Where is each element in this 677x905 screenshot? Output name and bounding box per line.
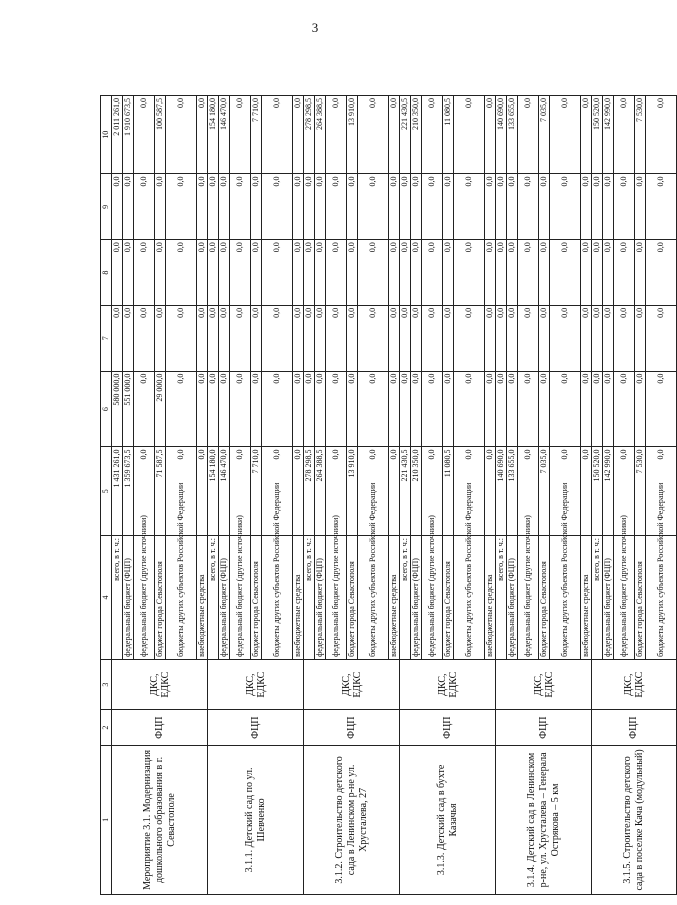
value-cell: 0,0 (112, 174, 123, 240)
value-cell: 0,0 (454, 371, 485, 447)
value-cell: 0,0 (411, 174, 422, 240)
value-cell: 0,0 (208, 305, 219, 371)
value-cell: 154 180,0 (208, 96, 219, 174)
activity-name: 3.1.1. Детский сад по ул. Шевченко (208, 745, 304, 894)
value-cell: 0,0 (134, 371, 155, 447)
value-cell: 0,0 (454, 96, 485, 174)
value-cell: 0,0 (389, 305, 400, 371)
value-cell: 7 710,0 (251, 447, 262, 535)
header-cell: 4 (101, 535, 112, 659)
value-cell: 133 655,0 (507, 96, 518, 174)
value-cell: 210 350,0 (411, 447, 422, 535)
funding-source: бюджет города Севастополя (347, 535, 358, 659)
value-cell: 0,0 (614, 96, 635, 174)
table-row (112, 96, 123, 895)
executor-cell: ДКС, ЕДКС (496, 659, 592, 710)
value-cell: 221 430,5 (400, 96, 411, 174)
value-cell: 0,0 (496, 240, 507, 306)
value-cell: 0,0 (443, 305, 454, 371)
value-cell: 0,0 (635, 371, 646, 447)
funding-source: бюджет города Севастополя (155, 535, 166, 659)
value-cell: 100 587,5 (155, 96, 166, 174)
value-cell: 0,0 (389, 96, 400, 174)
header-cell: 6 (101, 371, 112, 447)
value-cell: 150 520,0 (592, 96, 603, 174)
value-cell: 0,0 (134, 96, 155, 174)
value-cell: 0,0 (496, 371, 507, 447)
value-cell: 0,0 (646, 96, 677, 174)
value-cell: 0,0 (208, 174, 219, 240)
value-cell: 0,0 (454, 305, 485, 371)
activity-name: 3.1.4. Детский сад в Ленинском р-не, ул. Хрусталева – Генерала Острякова – 5 км (496, 745, 592, 894)
value-cell: 0,0 (315, 305, 326, 371)
value-cell: 0,0 (443, 174, 454, 240)
value-cell: 264 388,5 (315, 96, 326, 174)
value-cell: 142 990,0 (603, 447, 614, 535)
value-cell: 140 690,0 (496, 96, 507, 174)
value-cell: 142 990,0 (603, 96, 614, 174)
value-cell: 0,0 (518, 371, 539, 447)
value-cell: 0,0 (358, 447, 389, 535)
value-cell: 0,0 (581, 447, 592, 535)
funding-source: федеральный бюджет (другие источники) (614, 535, 635, 659)
header-cell: 9 (101, 174, 112, 240)
value-cell: 0,0 (358, 371, 389, 447)
value-cell: 0,0 (550, 447, 581, 535)
value-cell: 0,0 (123, 174, 134, 240)
value-cell: 0,0 (581, 174, 592, 240)
value-cell: 0,0 (614, 240, 635, 306)
table-row (400, 96, 411, 895)
header-cell: 10 (101, 96, 112, 174)
value-cell: 0,0 (112, 240, 123, 306)
value-cell: 0,0 (550, 371, 581, 447)
value-cell: 0,0 (304, 305, 315, 371)
funding-source: федеральный бюджет (ФЦП) (123, 535, 134, 659)
value-cell: 0,0 (304, 174, 315, 240)
value-cell: 0,0 (518, 447, 539, 535)
value-cell: 0,0 (411, 240, 422, 306)
funding-source: федеральный бюджет (другие источники) (134, 535, 155, 659)
value-cell: 0,0 (518, 174, 539, 240)
value-cell: 0,0 (550, 96, 581, 174)
value-cell: 71 587,5 (155, 447, 166, 535)
value-cell: 0,0 (443, 240, 454, 306)
header-cell: 7 (101, 305, 112, 371)
value-cell: 0,0 (550, 305, 581, 371)
value-cell: 0,0 (347, 174, 358, 240)
value-cell: 0,0 (539, 240, 550, 306)
value-cell: 154 180,0 (208, 447, 219, 535)
value-cell: 0,0 (262, 371, 293, 447)
value-cell: 146 470,0 (219, 96, 230, 174)
funding-source: федеральный бюджет (другие источники) (230, 535, 251, 659)
value-cell: 0,0 (197, 174, 208, 240)
value-cell: 0,0 (592, 371, 603, 447)
value-cell: 0,0 (539, 305, 550, 371)
value-cell: 0,0 (251, 240, 262, 306)
value-cell: 0,0 (443, 371, 454, 447)
value-cell: 0,0 (230, 305, 251, 371)
value-cell: 140 690,0 (496, 447, 507, 535)
funding-source: бюджет города Севастополя (539, 535, 550, 659)
value-cell: 7 530,0 (635, 447, 646, 535)
activity-name: 3.1.3. Детский сад в бухте Казачья (400, 745, 496, 894)
funding-source: федеральный бюджет (другие источники) (518, 535, 539, 659)
value-cell: 0,0 (230, 174, 251, 240)
activity-name: Мероприятие 3.1. Модернизация дошкольного образования в г. Севастополе (112, 745, 208, 894)
funding-source: федеральный бюджет (ФЦП) (219, 535, 230, 659)
value-cell: 0,0 (304, 240, 315, 306)
value-cell: 0,0 (358, 305, 389, 371)
value-cell: 0,0 (166, 447, 197, 535)
value-cell: 0,0 (208, 371, 219, 447)
value-cell: 0,0 (518, 305, 539, 371)
value-cell: 0,0 (123, 240, 134, 306)
executor-cell: ДКС, ЕДКС (112, 659, 208, 710)
value-cell: 0,0 (358, 96, 389, 174)
funding-source: внебюджетные средства (581, 535, 592, 659)
value-cell: 0,0 (293, 174, 304, 240)
value-cell: 0,0 (251, 305, 262, 371)
value-cell: 0,0 (507, 174, 518, 240)
value-cell: 0,0 (539, 371, 550, 447)
value-cell: 0,0 (646, 240, 677, 306)
value-cell: 0,0 (614, 174, 635, 240)
value-cell: 0,0 (646, 174, 677, 240)
header-cell: 1 (101, 745, 112, 894)
value-cell: 0,0 (422, 240, 443, 306)
executor-cell: ДКС, ЕДКС (400, 659, 496, 710)
value-cell: 7 035,0 (539, 447, 550, 535)
value-cell: 146 470,0 (219, 447, 230, 535)
funding-source: бюджеты других субъектов Российской Федерации (454, 535, 485, 659)
header-row (101, 96, 112, 895)
value-cell: 580 000,0 (112, 371, 123, 447)
value-cell: 0,0 (518, 96, 539, 174)
value-cell: 0,0 (411, 371, 422, 447)
funding-source: бюджет города Севастополя (443, 535, 454, 659)
funding-source: внебюджетные средства (197, 535, 208, 659)
funding-source: федеральный бюджет (ФЦП) (315, 535, 326, 659)
value-cell: 0,0 (496, 174, 507, 240)
funding-source: всего, в т. ч.: (208, 535, 219, 659)
funding-source: всего, в т. ч.: (592, 535, 603, 659)
value-cell: 0,0 (485, 371, 496, 447)
value-cell: 0,0 (550, 174, 581, 240)
value-cell: 0,0 (197, 371, 208, 447)
value-cell: 0,0 (166, 174, 197, 240)
funding-source: федеральный бюджет (ФЦП) (411, 535, 422, 659)
value-cell: 0,0 (646, 447, 677, 535)
value-cell: 0,0 (262, 240, 293, 306)
funding-source: бюджет города Севастополя (251, 535, 262, 659)
value-cell: 0,0 (614, 371, 635, 447)
value-cell: 0,0 (400, 371, 411, 447)
value-cell: 0,0 (454, 447, 485, 535)
program-cell: ФЦП (592, 710, 677, 745)
program-cell: ФЦП (208, 710, 304, 745)
value-cell: 0,0 (635, 240, 646, 306)
value-cell: 0,0 (262, 174, 293, 240)
value-cell: 0,0 (454, 174, 485, 240)
value-cell: 0,0 (422, 305, 443, 371)
value-cell: 0,0 (134, 305, 155, 371)
value-cell: 0,0 (262, 447, 293, 535)
value-cell: 264 388,5 (315, 447, 326, 535)
value-cell: 0,0 (134, 240, 155, 306)
value-cell: 0,0 (326, 96, 347, 174)
value-cell: 0,0 (422, 447, 443, 535)
value-cell: 221 430,5 (400, 447, 411, 535)
value-cell: 278 298,5 (304, 447, 315, 535)
value-cell: 0,0 (603, 240, 614, 306)
program-cell: ФЦП (112, 710, 208, 745)
value-cell: 13 910,0 (347, 96, 358, 174)
value-cell: 0,0 (315, 174, 326, 240)
value-cell: 0,0 (539, 174, 550, 240)
value-cell: 0,0 (635, 174, 646, 240)
value-cell: 0,0 (592, 240, 603, 306)
value-cell: 1 359 673,5 (123, 447, 134, 535)
value-cell: 0,0 (219, 305, 230, 371)
value-cell: 0,0 (400, 305, 411, 371)
executor-cell: ДКС, ЕДКС (304, 659, 400, 710)
value-cell: 0,0 (326, 305, 347, 371)
table-row (496, 96, 507, 895)
activity-name: 3.1.2. Строительство детского сада в Ленинском р-не ул. Хрусталева, 27 (304, 745, 400, 894)
value-cell: 0,0 (635, 305, 646, 371)
value-cell: 0,0 (251, 371, 262, 447)
table-row (304, 96, 315, 895)
funding-source: всего, в т. ч.: (112, 535, 123, 659)
value-cell: 0,0 (166, 240, 197, 306)
value-cell: 0,0 (112, 305, 123, 371)
funding-source: бюджет города Севастополя (635, 535, 646, 659)
value-cell: 0,0 (400, 174, 411, 240)
value-cell: 0,0 (485, 447, 496, 535)
funding-source: бюджеты других субъектов Российской Федерации (166, 535, 197, 659)
value-cell: 0,0 (603, 371, 614, 447)
value-cell: 0,0 (485, 174, 496, 240)
value-cell: 7 035,0 (539, 96, 550, 174)
header-cell: 3 (101, 659, 112, 710)
executor-cell: ДКС, ЕДКС (208, 659, 304, 710)
value-cell: 0,0 (454, 240, 485, 306)
value-cell: 0,0 (197, 240, 208, 306)
value-cell: 29 000,0 (155, 371, 166, 447)
value-cell: 0,0 (592, 305, 603, 371)
value-cell: 0,0 (581, 305, 592, 371)
value-cell: 551 000,0 (123, 371, 134, 447)
value-cell: 0,0 (581, 96, 592, 174)
rotated-table-container (100, 95, 665, 895)
value-cell: 0,0 (358, 174, 389, 240)
value-cell: 0,0 (219, 174, 230, 240)
program-cell: ФЦП (400, 710, 496, 745)
executor-cell: ДКС, ЕДКС (592, 659, 677, 710)
value-cell: 0,0 (581, 240, 592, 306)
value-cell: 0,0 (496, 305, 507, 371)
value-cell: 13 910,0 (347, 447, 358, 535)
value-cell: 0,0 (485, 240, 496, 306)
value-cell: 0,0 (293, 96, 304, 174)
value-cell: 0,0 (518, 240, 539, 306)
value-cell: 0,0 (389, 371, 400, 447)
value-cell: 0,0 (155, 305, 166, 371)
funding-source: всего, в т. ч.: (304, 535, 315, 659)
funding-source: внебюджетные средства (485, 535, 496, 659)
value-cell: 0,0 (219, 371, 230, 447)
value-cell: 0,0 (603, 174, 614, 240)
value-cell: 0,0 (592, 174, 603, 240)
value-cell: 0,0 (251, 174, 262, 240)
value-cell: 0,0 (293, 371, 304, 447)
value-cell: 0,0 (197, 447, 208, 535)
value-cell: 0,0 (550, 240, 581, 306)
funding-source: бюджеты других субъектов Российской Федерации (550, 535, 581, 659)
value-cell: 0,0 (155, 174, 166, 240)
value-cell: 0,0 (262, 96, 293, 174)
value-cell: 0,0 (230, 96, 251, 174)
value-cell: 0,0 (422, 174, 443, 240)
funding-source: федеральный бюджет (другие источники) (326, 535, 347, 659)
funding-source: всего, в т. ч.: (496, 535, 507, 659)
funding-table (100, 95, 677, 895)
funding-source: федеральный бюджет (ФЦП) (603, 535, 614, 659)
value-cell: 11 080,5 (443, 96, 454, 174)
value-cell: 0,0 (411, 305, 422, 371)
value-cell: 133 655,0 (507, 447, 518, 535)
funding-source: федеральный бюджет (другие источники) (422, 535, 443, 659)
value-cell: 0,0 (197, 305, 208, 371)
value-cell: 0,0 (230, 447, 251, 535)
value-cell: 0,0 (347, 371, 358, 447)
page-number: 3 (311, 20, 319, 35)
value-cell: 0,0 (293, 447, 304, 535)
value-cell: 0,0 (485, 305, 496, 371)
funding-source: бюджеты других субъектов Российской Федерации (646, 535, 677, 659)
value-cell: 0,0 (293, 305, 304, 371)
value-cell: 0,0 (208, 240, 219, 306)
value-cell: 0,0 (166, 371, 197, 447)
value-cell: 0,0 (389, 174, 400, 240)
value-cell: 0,0 (603, 305, 614, 371)
funding-source: внебюджетные средства (293, 535, 304, 659)
value-cell: 0,0 (400, 240, 411, 306)
value-cell: 0,0 (230, 371, 251, 447)
value-cell: 150 520,0 (592, 447, 603, 535)
header-cell: 5 (101, 447, 112, 535)
funding-source: внебюджетные средства (389, 535, 400, 659)
value-cell: 0,0 (166, 96, 197, 174)
funding-source: всего, в т. ч.: (400, 535, 411, 659)
value-cell: 0,0 (646, 371, 677, 447)
value-cell: 0,0 (123, 305, 134, 371)
program-cell: ФЦП (304, 710, 400, 745)
value-cell: 0,0 (507, 240, 518, 306)
value-cell: 0,0 (389, 447, 400, 535)
value-cell: 0,0 (326, 447, 347, 535)
value-cell: 0,0 (422, 371, 443, 447)
value-cell: 0,0 (326, 240, 347, 306)
value-cell: 0,0 (155, 240, 166, 306)
value-cell: 0,0 (614, 447, 635, 535)
value-cell: 0,0 (507, 305, 518, 371)
value-cell: 278 298,5 (304, 96, 315, 174)
value-cell: 2 011 261,0 (112, 96, 123, 174)
value-cell: 0,0 (358, 240, 389, 306)
value-cell: 1 431 261,0 (112, 447, 123, 535)
table-row (208, 96, 219, 895)
value-cell: 0,0 (315, 240, 326, 306)
value-cell: 11 080,5 (443, 447, 454, 535)
value-cell: 0,0 (326, 371, 347, 447)
value-cell: 0,0 (219, 240, 230, 306)
value-cell: 210 350,0 (411, 96, 422, 174)
value-cell: 0,0 (347, 240, 358, 306)
value-cell: 0,0 (347, 305, 358, 371)
value-cell: 0,0 (315, 371, 326, 447)
value-cell: 0,0 (293, 240, 304, 306)
value-cell: 7 710,0 (251, 96, 262, 174)
value-cell: 0,0 (134, 174, 155, 240)
value-cell: 0,0 (304, 371, 315, 447)
funding-source: федеральный бюджет (ФЦП) (507, 535, 518, 659)
value-cell: 0,0 (389, 240, 400, 306)
value-cell: 0,0 (422, 96, 443, 174)
value-cell: 0,0 (134, 447, 155, 535)
value-cell: 0,0 (262, 305, 293, 371)
value-cell: 0,0 (230, 240, 251, 306)
funding-source: бюджеты других субъектов Российской Федерации (358, 535, 389, 659)
header-cell: 2 (101, 710, 112, 745)
value-cell: 7 530,0 (635, 96, 646, 174)
value-cell: 0,0 (326, 174, 347, 240)
activity-name: 3.1.5. Строительство детского сада в поселке Кача (модульный) (592, 745, 677, 894)
value-cell: 0,0 (646, 305, 677, 371)
value-cell: 0,0 (581, 371, 592, 447)
value-cell: 0,0 (507, 371, 518, 447)
value-cell: 0,0 (614, 305, 635, 371)
value-cell: 0,0 (197, 96, 208, 174)
value-cell: 0,0 (485, 96, 496, 174)
value-cell: 1 910 673,5 (123, 96, 134, 174)
header-cell: 8 (101, 240, 112, 306)
table-row (592, 96, 603, 895)
program-cell: ФЦП (496, 710, 592, 745)
funding-source: бюджеты других субъектов Российской Федерации (262, 535, 293, 659)
value-cell: 0,0 (166, 305, 197, 371)
